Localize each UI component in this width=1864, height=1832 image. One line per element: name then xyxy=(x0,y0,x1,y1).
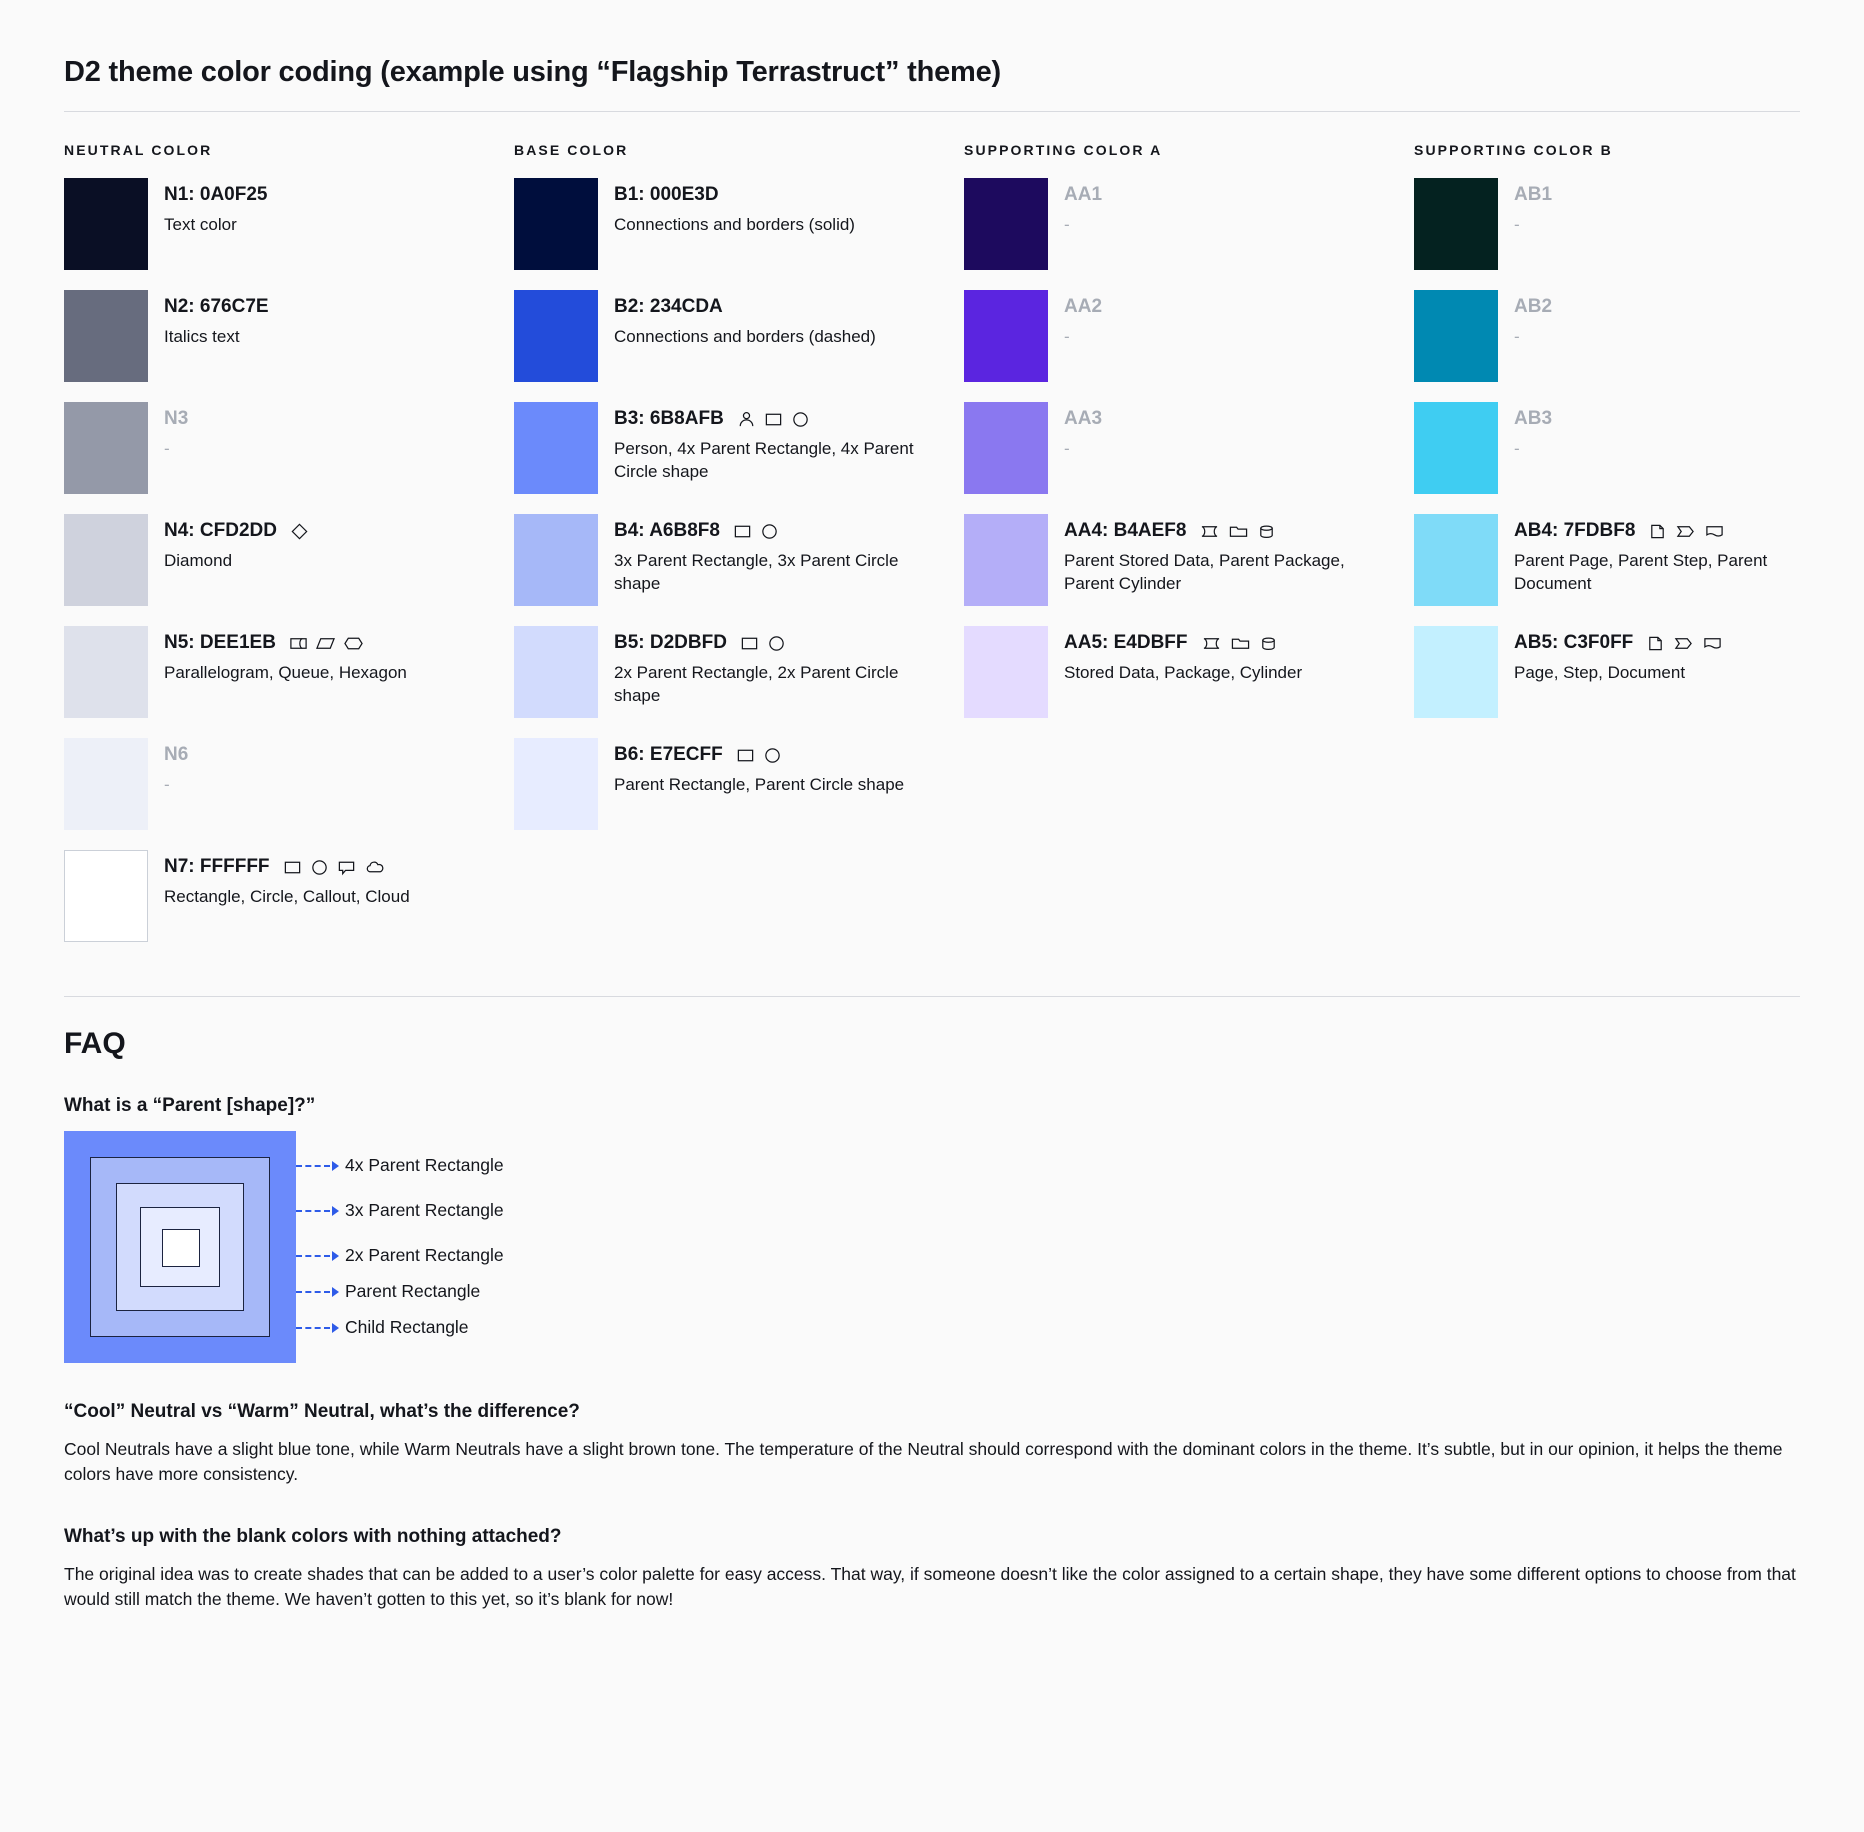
swatch-code-label: N1: 0A0F25 xyxy=(164,184,268,205)
swatch-text xyxy=(164,626,504,684)
color-swatch-row xyxy=(64,178,514,270)
circle-icon xyxy=(310,858,329,877)
color-swatch xyxy=(1414,402,1498,494)
faq-question-2: “Cool” Neutral vs “Warm” Neutral, what’s the difference? xyxy=(64,1401,580,1422)
color-swatch xyxy=(1414,290,1498,382)
step-icon xyxy=(1673,634,1694,653)
color-swatch xyxy=(514,178,598,270)
color-swatch xyxy=(64,738,148,830)
swatch-code-label: N2: 676C7E xyxy=(164,296,269,317)
swatch-code-label: AA2 xyxy=(1064,296,1103,317)
swatch-code-label: AA3 xyxy=(1064,408,1103,429)
swatch-code-label: AB3 xyxy=(1514,408,1553,429)
color-swatch xyxy=(64,850,148,942)
swatch-code xyxy=(164,296,504,319)
rectangle-icon xyxy=(283,858,302,877)
swatch-description: Person, 4x Parent Rectangle, 4x Parent Circle shape xyxy=(614,438,914,482)
document-icon xyxy=(1702,634,1723,653)
swatch-code xyxy=(164,632,504,655)
color-swatch-row xyxy=(964,290,1414,382)
circle-icon xyxy=(760,522,779,541)
swatch-code-label: B3: 6B8AFB xyxy=(614,408,724,429)
column-heading: SUPPORTING COLOR A xyxy=(964,142,1163,158)
swatch-description: - xyxy=(1514,438,1520,458)
color-swatch xyxy=(514,626,598,718)
color-swatch-row xyxy=(64,850,514,942)
swatch-code-label: N6 xyxy=(164,744,189,765)
parallelogram-icon xyxy=(316,634,335,653)
page-icon xyxy=(1646,634,1665,653)
nest-label-text: 2x Parent Rectangle xyxy=(345,1245,504,1265)
swatch-code xyxy=(1514,408,1854,431)
color-swatch-row xyxy=(514,290,964,382)
swatch-text xyxy=(1064,402,1404,460)
color-swatch xyxy=(64,514,148,606)
nest-label-text: Child Rectangle xyxy=(345,1317,469,1337)
color-swatch-row xyxy=(514,738,964,830)
column-heading: SUPPORTING COLOR B xyxy=(1414,142,1613,158)
swatch-code-label: B1: 000E3D xyxy=(614,184,719,205)
color-swatch-row xyxy=(1414,626,1864,718)
parent-shape-diagram xyxy=(64,1131,1800,1363)
swatch-code xyxy=(1514,520,1854,543)
swatch-description: Page, Step, Document xyxy=(1514,662,1686,682)
swatch-description: - xyxy=(1064,214,1070,234)
nest-label-3x xyxy=(296,1200,504,1221)
swatch-code xyxy=(1514,632,1854,655)
swatch-text xyxy=(1064,626,1404,684)
shape-icons xyxy=(283,858,386,877)
step-icon xyxy=(1675,522,1696,541)
nest-level-child xyxy=(162,1229,200,1267)
swatch-text xyxy=(1514,290,1854,348)
color-swatch-row xyxy=(514,626,964,718)
shape-icons xyxy=(1199,522,1276,541)
swatch-description: Parent Stored Data, Parent Package, Parent Cylinder xyxy=(1064,550,1345,594)
swatch-code-label: N5: DEE1EB xyxy=(164,632,276,653)
swatch-description: - xyxy=(1064,326,1070,346)
swatch-code xyxy=(614,184,954,207)
color-swatch-row xyxy=(964,178,1414,270)
swatch-code xyxy=(1064,408,1404,431)
document-icon xyxy=(1704,522,1725,541)
color-swatch xyxy=(1414,626,1498,718)
color-swatch-row xyxy=(514,178,964,270)
color-swatch xyxy=(1414,514,1498,606)
swatch-code xyxy=(1514,296,1854,319)
swatch-code-label: B6: E7ECFF xyxy=(614,744,723,765)
swatch-text xyxy=(164,738,504,796)
color-swatch xyxy=(964,178,1048,270)
circle-icon xyxy=(763,746,782,765)
storeddata-icon xyxy=(1201,634,1222,653)
swatch-text xyxy=(164,290,504,348)
swatch-text xyxy=(614,290,954,348)
column-heading: NEUTRAL COLOR xyxy=(64,142,213,158)
swatch-text xyxy=(1514,514,1854,596)
swatch-text xyxy=(164,178,504,236)
swatch-code xyxy=(1064,632,1404,655)
swatch-code xyxy=(614,744,954,767)
nest-label-text: Parent Rectangle xyxy=(345,1281,481,1301)
nested-rectangle-labels xyxy=(296,1131,756,1363)
swatch-code-label: B2: 234CDA xyxy=(614,296,723,317)
color-swatch xyxy=(64,178,148,270)
swatch-code-label: B4: A6B8F8 xyxy=(614,520,720,541)
faq-answer-3: The original idea was to create shades that can be added to a user’s color palette for easy access. That way, if someone doesn’t like the color assigned to a certain shape, they have some different options to choose from that would still match the theme. We haven’t gotten to this yet, so it’s blank for now! xyxy=(64,1563,1796,1610)
color-swatch xyxy=(514,290,598,382)
queue-icon xyxy=(289,634,308,653)
color-column xyxy=(514,142,964,962)
swatch-text xyxy=(614,626,954,708)
swatch-code-label: AA1 xyxy=(1064,184,1103,205)
color-swatch xyxy=(1414,178,1498,270)
color-swatch-row xyxy=(64,290,514,382)
swatch-description: Parent Page, Parent Step, Parent Document xyxy=(1514,550,1768,594)
swatch-code xyxy=(614,296,954,319)
circle-icon xyxy=(767,634,786,653)
shape-icons xyxy=(290,522,309,541)
swatch-description: - xyxy=(164,438,170,458)
shape-icons xyxy=(1646,634,1723,653)
swatch-description: Parent Rectangle, Parent Circle shape xyxy=(614,774,905,794)
color-swatch-row xyxy=(514,514,964,606)
swatch-code-label: AB4: 7FDBF8 xyxy=(1514,520,1636,541)
color-swatch-row xyxy=(964,626,1414,718)
swatch-text xyxy=(1514,626,1854,684)
swatch-description: - xyxy=(1514,326,1520,346)
swatch-description: - xyxy=(1514,214,1520,234)
rectangle-icon xyxy=(736,746,755,765)
color-swatch-row xyxy=(64,402,514,494)
rectangle-icon xyxy=(764,410,783,429)
swatch-text xyxy=(1514,178,1854,236)
swatch-description: 3x Parent Rectangle, 3x Parent Circle shape xyxy=(614,550,899,594)
color-swatch-row xyxy=(1414,178,1864,270)
page-title: D2 theme color coding (example using “Flagship Terrastruct” theme) xyxy=(64,56,1002,88)
swatch-text xyxy=(1064,178,1404,236)
color-swatch xyxy=(514,738,598,830)
shape-icons xyxy=(733,522,779,541)
swatch-description: Diamond xyxy=(164,550,233,570)
faq-heading: FAQ xyxy=(64,1027,126,1060)
color-swatch-row xyxy=(514,402,964,494)
swatch-description: - xyxy=(1064,438,1070,458)
swatch-text xyxy=(614,738,954,796)
swatch-code xyxy=(164,520,504,543)
swatch-description: 2x Parent Rectangle, 2x Parent Circle shape xyxy=(614,662,899,706)
swatch-code-label: B5: D2DBFD xyxy=(614,632,727,653)
color-swatch xyxy=(964,290,1048,382)
swatch-description: Connections and borders (solid) xyxy=(614,214,855,234)
swatch-code-label: N4: CFD2DD xyxy=(164,520,277,541)
nest-label-4x xyxy=(296,1155,504,1176)
color-columns xyxy=(64,142,1800,962)
color-swatch-row xyxy=(1414,290,1864,382)
shape-icons xyxy=(289,634,364,653)
faq-divider xyxy=(64,996,1800,997)
swatch-code xyxy=(1064,184,1404,207)
cylinder-icon xyxy=(1257,522,1276,541)
color-swatch-row xyxy=(64,626,514,718)
color-column xyxy=(964,142,1414,962)
color-column xyxy=(64,142,514,962)
color-swatch-row xyxy=(1414,402,1864,494)
color-swatch xyxy=(64,290,148,382)
swatch-text xyxy=(614,514,954,596)
callout-icon xyxy=(337,858,356,877)
swatch-code-label: AA4: B4AEF8 xyxy=(1064,520,1187,541)
cylinder-icon xyxy=(1259,634,1278,653)
nested-rectangles xyxy=(64,1131,296,1363)
color-swatch-row xyxy=(64,738,514,830)
swatch-description: Italics text xyxy=(164,326,240,346)
column-heading: BASE COLOR xyxy=(514,142,629,158)
storeddata-icon xyxy=(1199,522,1220,541)
color-swatch xyxy=(964,402,1048,494)
faq-question-1: What is a “Parent [shape]?” xyxy=(64,1095,316,1116)
nest-label-parent xyxy=(296,1281,480,1302)
rectangle-icon xyxy=(740,634,759,653)
swatch-code xyxy=(164,408,504,431)
swatch-description: - xyxy=(164,774,170,794)
swatch-code-label: N7: FFFFFF xyxy=(164,856,270,877)
swatch-text xyxy=(614,178,954,236)
color-swatch-row xyxy=(964,514,1414,606)
circle-icon xyxy=(791,410,810,429)
swatch-code xyxy=(164,744,504,767)
color-swatch-row xyxy=(64,514,514,606)
swatch-description: Text color xyxy=(164,214,237,234)
faq-answer-2: Cool Neutrals have a slight blue tone, while Warm Neutrals have a slight brown tone. The temperature of the Neutral should correspond with the dominant colors in the theme. It’s subtle, but in our opinion, it helps the theme colors have more consistency. xyxy=(64,1439,1783,1485)
person-icon xyxy=(737,410,756,429)
swatch-text xyxy=(164,402,504,460)
shape-icons xyxy=(740,634,786,653)
swatch-text xyxy=(614,402,954,484)
color-swatch xyxy=(514,514,598,606)
nest-label-text: 3x Parent Rectangle xyxy=(345,1200,504,1220)
swatch-code xyxy=(614,632,954,655)
swatch-text xyxy=(1064,290,1404,348)
swatch-code-label: AB1 xyxy=(1514,184,1553,205)
color-swatch xyxy=(64,626,148,718)
title-divider xyxy=(64,111,1800,112)
package-icon xyxy=(1228,522,1249,541)
color-swatch xyxy=(64,402,148,494)
shape-icons xyxy=(1648,522,1725,541)
package-icon xyxy=(1230,634,1251,653)
swatch-description: Parallelogram, Queue, Hexagon xyxy=(164,662,407,682)
swatch-code-label: AB5: C3F0FF xyxy=(1514,632,1634,653)
swatch-description: Stored Data, Package, Cylinder xyxy=(1064,662,1303,682)
color-swatch-row xyxy=(964,402,1414,494)
swatch-description: Connections and borders (dashed) xyxy=(614,326,876,346)
shape-icons xyxy=(736,746,782,765)
cloud-icon xyxy=(364,858,386,877)
swatch-text xyxy=(1064,514,1404,596)
color-swatch xyxy=(514,402,598,494)
swatch-text xyxy=(1514,402,1854,460)
swatch-code xyxy=(614,520,954,543)
nest-label-2x xyxy=(296,1245,504,1266)
shape-icons xyxy=(737,410,810,429)
swatch-code xyxy=(164,856,504,879)
swatch-code xyxy=(614,408,954,431)
rectangle-icon xyxy=(733,522,752,541)
diamond-icon xyxy=(290,522,309,541)
swatch-code xyxy=(1064,296,1404,319)
swatch-code-label: AA5: E4DBFF xyxy=(1064,632,1188,653)
swatch-text xyxy=(164,850,504,908)
color-swatch xyxy=(964,626,1048,718)
page-icon xyxy=(1648,522,1667,541)
swatch-code xyxy=(164,184,504,207)
faq-question-3: What’s up with the blank colors with nothing attached? xyxy=(64,1525,562,1547)
swatch-code-label: AB2 xyxy=(1514,296,1553,317)
shape-icons xyxy=(1201,634,1278,653)
color-column xyxy=(1414,142,1864,962)
swatch-code xyxy=(1064,520,1404,543)
swatch-text xyxy=(164,514,504,572)
nest-label-text: 4x Parent Rectangle xyxy=(345,1155,504,1175)
swatch-code-label: N3 xyxy=(164,408,189,429)
swatch-code xyxy=(1514,184,1854,207)
color-swatch-row xyxy=(1414,514,1864,606)
nest-label-child xyxy=(296,1317,469,1338)
swatch-description: Rectangle, Circle, Callout, Cloud xyxy=(164,886,410,906)
hexagon-icon xyxy=(343,634,364,653)
color-swatch xyxy=(964,514,1048,606)
